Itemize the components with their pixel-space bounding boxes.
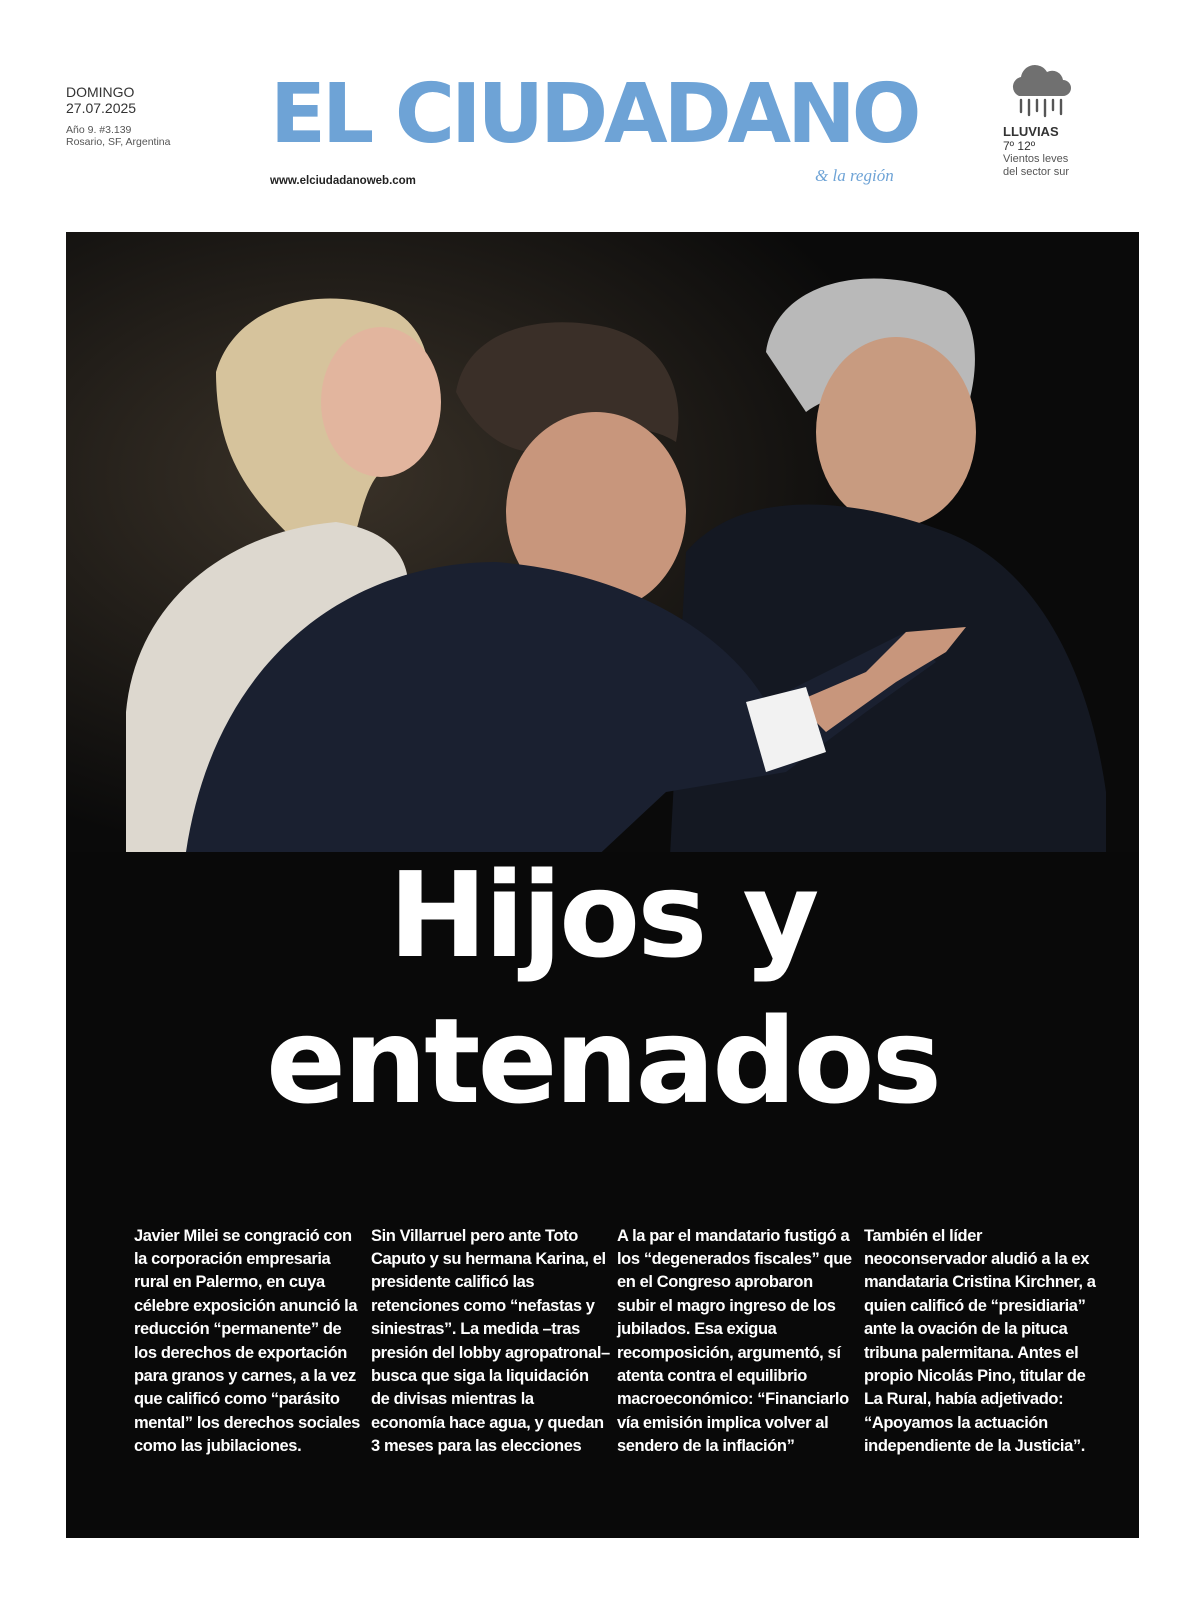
cover-photo-block <box>66 232 1139 1538</box>
weather-temperatures: 7º 12º <box>1003 139 1036 153</box>
newspaper-logo: EL CIUDADANO <box>270 67 918 162</box>
newspaper-tagline: & la región <box>815 166 894 185</box>
cover-headline <box>66 842 1139 1134</box>
weather-wind-line2: del sector sur <box>1003 165 1070 178</box>
weather-condition: LLUVIAS <box>1003 124 1059 139</box>
edition-day: DOMINGO <box>66 84 135 100</box>
lead-column-3: A la par el mandatario fustigó a los “degenerados fiscales” que en el Congreso aprobaron subir el magro ingreso de los jubilados. Esa exigua recomposición, argumentó, sí atenta contra el equilibrio macroeconómico: “Financiarlo vía emisión implica volver al sendero de la inflación” <box>617 1226 852 1456</box>
masthead <box>0 0 1200 232</box>
lead-column-4: También el líder neoconservador aludió a la ex mandataria Cristina Kirchner, a quien calificó de “presidiaria” ante la ovación de la pituca tribuna palermitana. Antes el propio Nicolás Pino, titular de La Rural, había adjetivado: “Apoyamos la actuación independiente de la Justicia”. <box>864 1226 1096 1456</box>
edition-issue: Año 9. #3.139 <box>66 124 132 137</box>
lead-column-2: Sin Villarruel pero ante Toto Caputo y su hermana Karina, el presidente calificó las retenciones como “nefastas y siniestras”. La medida –tras presión del lobby agropatronal– busca que siga la liquidación de divisas mientras la economía hace agua, y quedan 3 meses para las elecciones <box>371 1226 610 1456</box>
weather-wind-line1: Vientos leves <box>1003 153 1069 165</box>
rain-cloud-icon <box>1003 60 1113 120</box>
edition-place: Rosario, SF, Argentina <box>66 136 171 149</box>
headline-line-1: Hijos y <box>388 846 817 984</box>
headline-line-2: entenados <box>266 992 939 1130</box>
edition-date: 27.07.2025 <box>66 100 137 117</box>
weather-box <box>1003 60 1113 178</box>
website-link[interactable]: www.elciudadanoweb.com <box>270 175 416 187</box>
lead-column-1: Javier Milei se congració con la corporación empresaria rural en Palermo, en cuya célebre exposición anunció la reducción “permanente” de los derechos de exportación para granos y carnes, a la vez que calificó como “parásito mental” los derechos sociales como las jubilaciones. <box>134 1226 360 1456</box>
edition-info <box>66 84 170 148</box>
